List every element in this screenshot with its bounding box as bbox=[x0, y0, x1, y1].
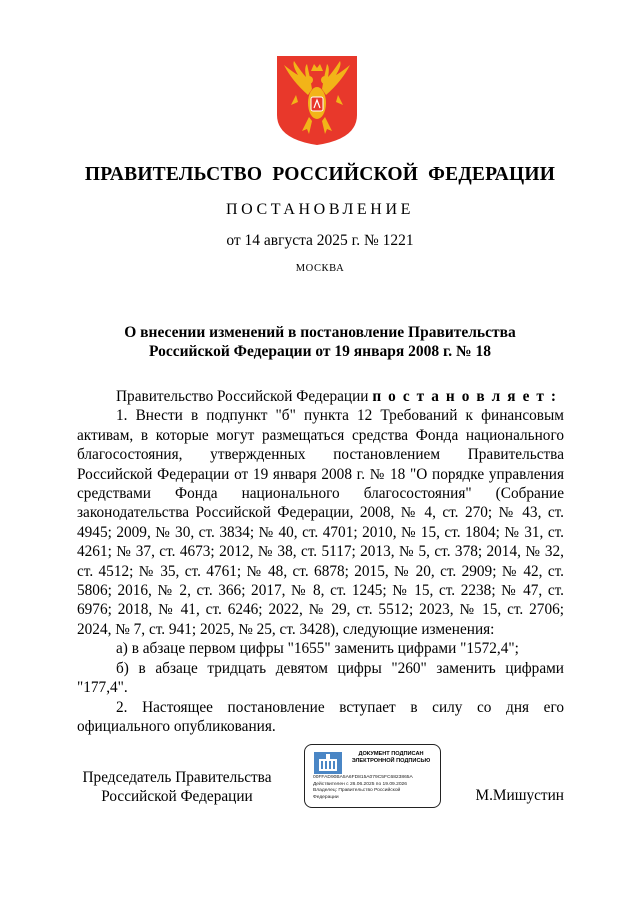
subject-line-1: О внесении изменений в постановление Правительства bbox=[124, 324, 516, 341]
signatory-position-line-2: Российской Федерации bbox=[101, 788, 253, 805]
document-type: ПОСТАНОВЛЕНИЕ bbox=[226, 201, 414, 218]
item-a: а) в абзаце первом цифры "1655" заменить цифрами "1572,4"; bbox=[116, 640, 519, 658]
issue-city: МОСКВА bbox=[295, 263, 345, 274]
document-date-number: от 14 августа 2025 г. № 1221 bbox=[226, 232, 414, 249]
certificate-validity: Действителен с 26.06.2025 по 19.09.2026 bbox=[313, 781, 407, 787]
decree-intro bbox=[77, 387, 564, 406]
decree-intro-text: Правительство Российской Федерации bbox=[116, 388, 373, 405]
paragraph-2: 2. Настоящее постановление вступает в силу со дня его официального опубликования. bbox=[77, 698, 564, 735]
document-body bbox=[77, 387, 564, 736]
document-subject bbox=[90, 323, 550, 361]
coat-of-arms-icon bbox=[276, 55, 358, 146]
stamp-details bbox=[313, 775, 437, 801]
government-building-icon bbox=[313, 751, 343, 775]
item-b: б) в абзаце тридцать девятом цифры "260" заменить цифрами "177,4". bbox=[77, 659, 564, 697]
subject-line-2: Российской Федерации от 19 января 2008 г. № 18 bbox=[149, 343, 491, 360]
stamp-heading-line-1: ДОКУМЕНТ ПОДПИСАН bbox=[358, 751, 424, 757]
stamp-heading-line-2: ЭЛЕКТРОННОЙ ПОДПИСЬЮ bbox=[351, 758, 431, 764]
signatory-position bbox=[77, 768, 277, 806]
paragraph-1: 1. Внести в подпункт "б" пункта 12 Требований к финансовым активам, в которые могут размещаться средства Фонда национального благосостояния, утвержденных постановлением Правительства Российской Федерации от 19 января 2008 г. № 18 "О порядке управления средствами Фонда национального благосостояния" (Собрание законодательства Российской Федерации, 2008, № 4, ст. 270; № 43, ст. 4945; 2009, № 30, ст. 3834; № 40, ст. 4701; 2010, № 15, ст. 1804; № 31, ст. 4261; № 37, ст. 4673; 2012, № 38, ст. 5117; 2013, № 5, ст. 378; 2014, № 32, ст. 4512; № 35, ст. 4761; № 48, ст. 6878; 2015, № 20, ст. 2909; № 42, ст. 5806; 2016, № 2, ст. 366; 2017, № 8, ст. 1245; № 15, ст. 2238; № 47, ст. 6976; 2018, № 41, ст. 6246; 2022, № 29, ст. 5512; 2023, № 15, ст. 2706; 2024, № 7, ст. 941; 2025, № 25, ст. 3428), следующие изменения: bbox=[77, 407, 564, 638]
signatory-position-line-1: Председатель Правительства bbox=[82, 769, 272, 786]
certificate-number: 00FFAD90BA5A6FD815A079C5FC6823865A bbox=[313, 775, 413, 780]
signatory-name: М.Мишустин bbox=[475, 787, 564, 804]
electronic-signature-stamp bbox=[304, 744, 441, 808]
certificate-owner-line-2: Федерации bbox=[313, 794, 339, 800]
government-title: ПРАВИТЕЛЬСТВО РОССИЙСКОЙ ФЕДЕРАЦИИ bbox=[84, 164, 556, 185]
stamp-heading bbox=[345, 751, 437, 765]
certificate-owner-line-1: Владелец: Правительство Российской bbox=[313, 788, 401, 793]
decree-word: п о с т а н о в л я е т : bbox=[372, 388, 558, 405]
